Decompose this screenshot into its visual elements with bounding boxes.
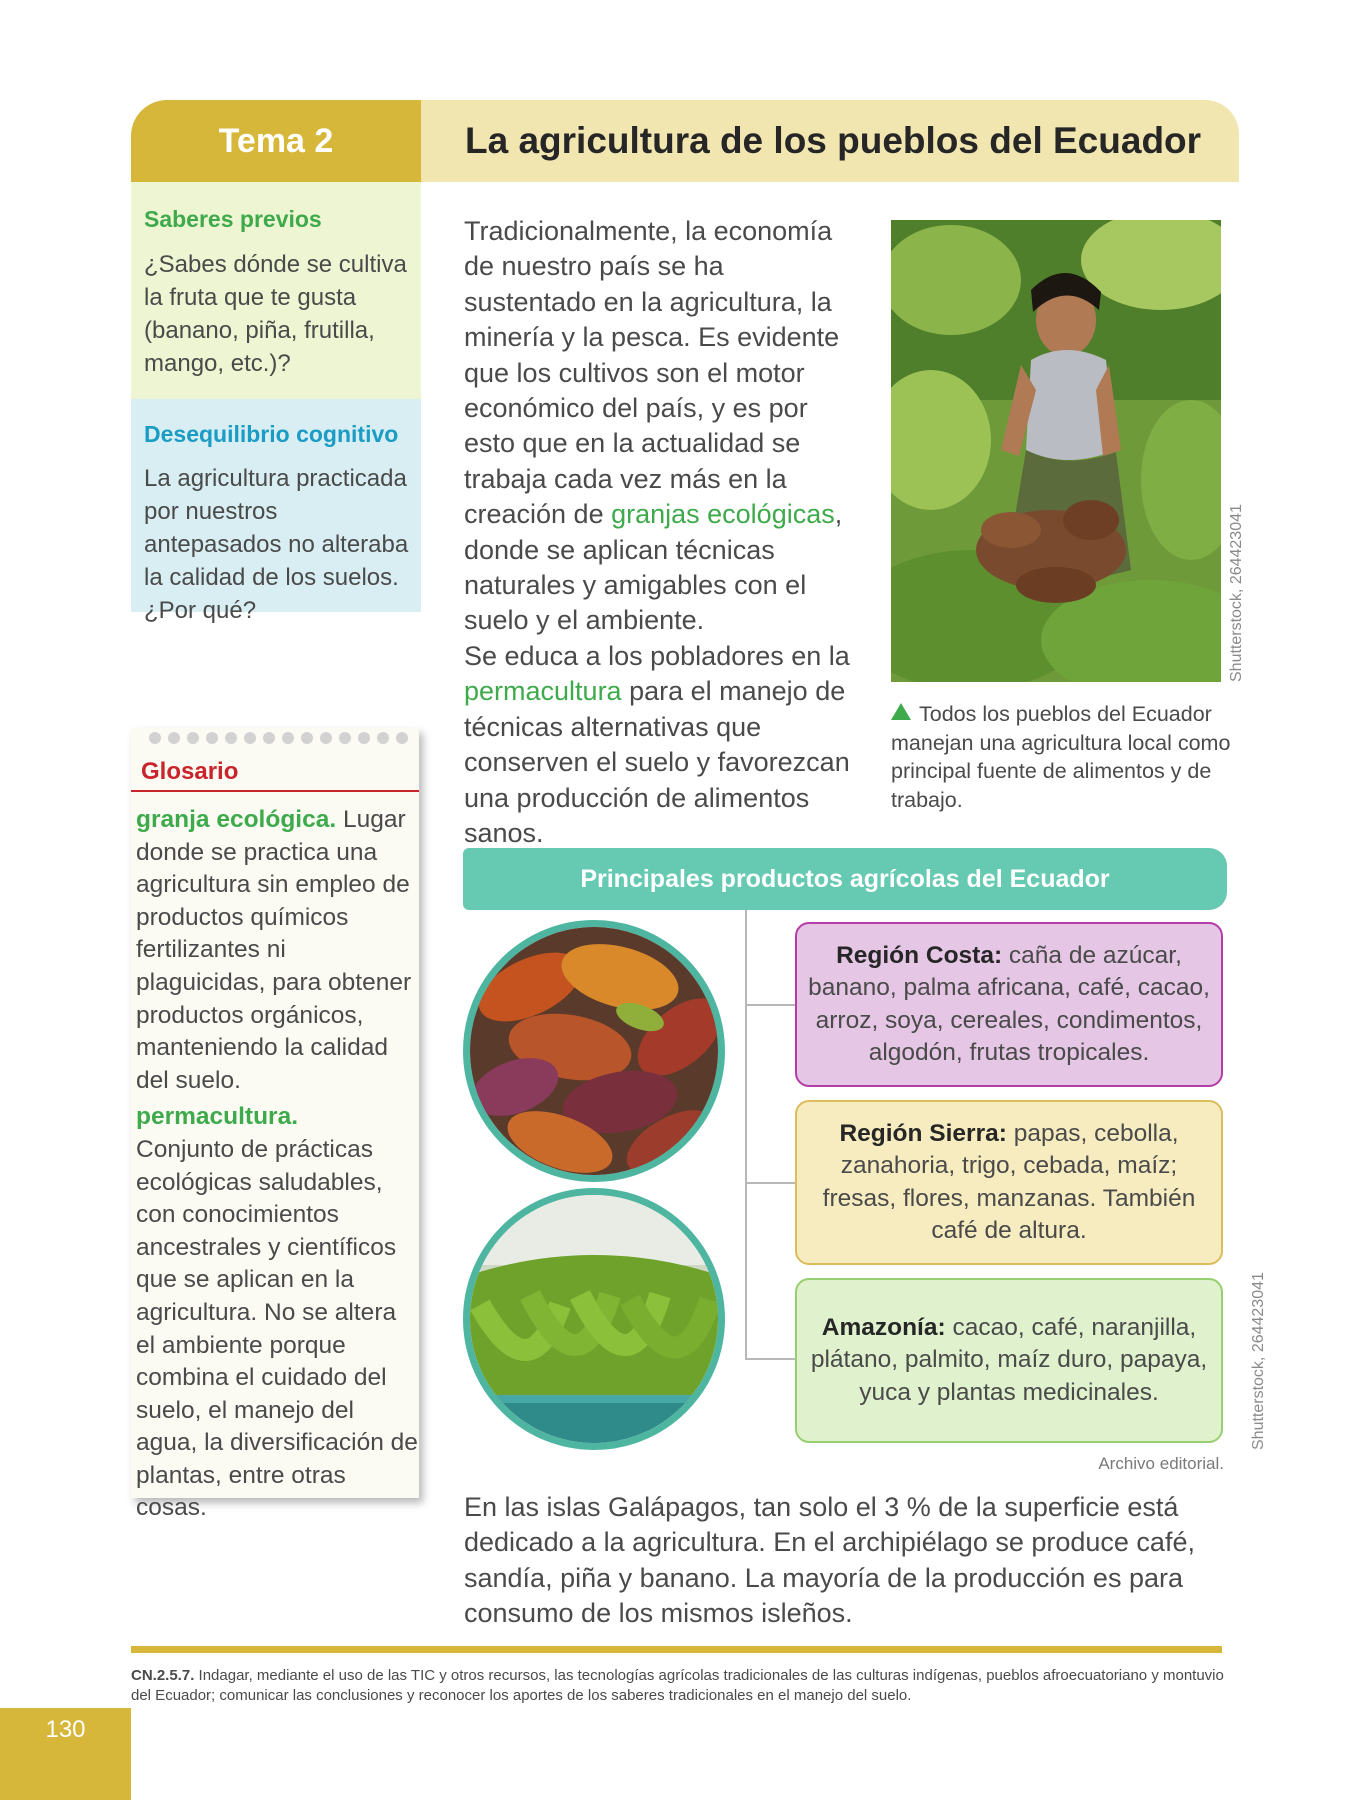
glosario-box [131, 728, 419, 1522]
cacao-photo [463, 920, 725, 1182]
footnote-code: CN.2.5.7. [131, 1667, 195, 1684]
region-amazonia-text [807, 1312, 1211, 1410]
glosario-term: granja ecológica. [136, 806, 337, 833]
intro-text: Tradicionalmente, la economía de nuestro país se ha sustentado en la agricultura, la minería y la pesca. Es evidente que los cultivos son el motor económico del país, y es por esto que en la actualidad se trabaja cada vez más en la creación de [464, 216, 840, 530]
galapagos-paragraph: En las islas Galápagos, tan solo el 3 % de la superficie está dedicado a la agricultura. En el archipiélago se produce café, sandía, piña y banano. La mayoría de la producción es para consumo de los mismos isleños. [464, 1492, 1195, 1629]
diagram-credit: Shutterstock, 264423041 [1250, 1272, 1267, 1450]
glosario-title: Glosario [141, 758, 239, 785]
term-permacultura: permacultura [464, 676, 622, 707]
region-sierra-box [795, 1100, 1223, 1265]
farmer-photo [891, 220, 1221, 682]
saberes-previos-box [131, 182, 421, 399]
region-products: cacao, café, naranjilla, plátano, palmito, maíz duro, papaya, yuca y plantas medicinales. [810, 1313, 1208, 1406]
term-granjas-ecologicas: granjas ecológicas [611, 499, 835, 530]
glosario-definition: Conjunto de prácticas ecológicas saludables, con conocimientos ancestrales y científicos que se aplican en la agricultura. No se altera el ambiente porque combina el cuidado del suelo, el manejo del agua, la diversificación de plantas, entre otras cosas. [136, 1135, 418, 1522]
desequilibrio-box [131, 399, 421, 624]
diagram-connector [745, 1004, 795, 1006]
region-name: Amazonía: [821, 1313, 946, 1341]
footnote-text: Indagar, mediante el uso de las TIC y otros recursos, las tecnologías agrícolas tradicionales de las culturas indígenas, pueblos afroecuatoriano y montuvio del Ecuador; comunicar las conclusiones y reconocer los aportes de los saberes tradicionales en el manejo del suelo. [131, 1667, 1224, 1704]
page-number: 130 [45, 1716, 86, 1743]
page-number-box [0, 1708, 131, 1800]
diagram-connector [745, 1358, 795, 1360]
notebook-rings [149, 732, 414, 748]
glosario-definition: Lugar donde se practica una agricultura sin empleo de productos químicos fertilizantes ni plaguicidas, para obtener productos orgánicos, manteniendo la calidad del suelo. [136, 806, 412, 1094]
intro-paragraph [464, 214, 854, 851]
banana-photo [463, 1188, 725, 1450]
saberes-previos-heading: Saberes previos [144, 206, 322, 232]
diagram-header: Principales productos agrícolas del Ecuador [463, 848, 1227, 910]
region-costa-text [807, 940, 1211, 1070]
glosario-entry [136, 804, 418, 1097]
region-costa-box [795, 922, 1223, 1087]
desequilibrio-text: La agricultura practicada por nuestros antepasados no alteraba la calidad de los suelos. ¿Por qué? [144, 465, 409, 624]
footer-divider [131, 1646, 1222, 1653]
saberes-previos-text: ¿Sabes dónde se cultiva la fruta que te gusta (banano, piña, frutilla, mango, etc.)? [144, 251, 407, 377]
photo-credit: Shutterstock, 264423041 [1228, 504, 1245, 682]
glosario-term: permacultura. [136, 1103, 299, 1131]
title-bar [421, 100, 1239, 182]
triangle-icon [891, 703, 911, 720]
glosario-divider [131, 790, 419, 792]
photo-caption [891, 700, 1231, 814]
desequilibrio-heading: Desequilibrio cognitivo [144, 421, 399, 447]
region-products: papas, cebolla, zanahoria, trigo, cebada, maíz; fresas, flores, manzanas. También café de altura. [822, 1119, 1196, 1244]
intro-text: para el manejo de técnicas alternativas que conserven el suelo y favorezcan una producción de alimentos sanos. [464, 676, 850, 848]
diagram-connector [745, 910, 747, 1358]
region-products: caña de azúcar, banano, palma africana, café, cacao, arroz, soya, cereales, condimentos, algodón, frutas tropicales. [808, 941, 1210, 1066]
glosario-entry [136, 1101, 418, 1525]
region-name: Región Costa: [836, 941, 1003, 969]
diagram-connector [745, 1182, 795, 1184]
glosario-entries [136, 804, 418, 1525]
intro-text: , donde se aplican técnicas naturales y amigables con el suelo y el ambiente. [464, 499, 843, 636]
caption-text: Todos los pueblos del Ecuador manejan una agricultura local como principal fuente de alimentos y de trabajo. [891, 702, 1231, 812]
page-title: La agricultura de los pueblos del Ecuador [465, 120, 1202, 161]
region-sierra-text [807, 1118, 1211, 1248]
region-name: Región Sierra: [839, 1119, 1007, 1147]
curriculum-footnote [131, 1666, 1231, 1706]
region-amazonia-box [795, 1278, 1223, 1443]
tema-tab: Tema 2 [131, 100, 421, 182]
archivo-editorial: Archivo editorial. [1098, 1454, 1224, 1473]
intro-text: Se educa a los pobladores en la [464, 640, 850, 671]
